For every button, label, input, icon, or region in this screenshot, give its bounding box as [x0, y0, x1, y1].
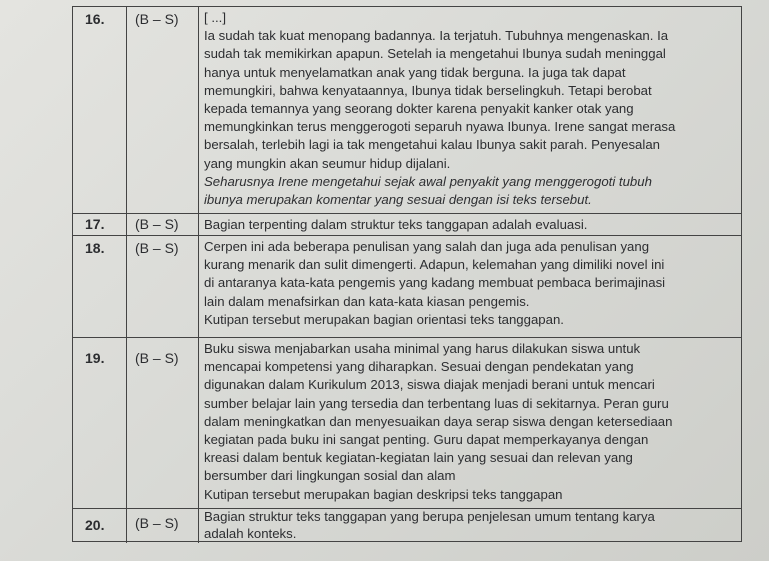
statement-line: memungkiri, bahwa kenyataannya, Ibunya tidak berselingkuh. Tetapi berobat — [204, 82, 652, 98]
table-row — [73, 7, 741, 214]
statement-line: memungkinkan terus menggerogoti separuh nyawa Ibunya. Irene sangat merasa — [204, 119, 676, 135]
statement-line: lain dalam menafsirkan dan kata-kata kiasan pengemis. — [204, 293, 530, 309]
table-row — [73, 236, 741, 338]
statement-line: [ ...] — [204, 10, 226, 25]
statement-line: Kutipan tersebut merupakan bagian deskripsi teks tanggapan — [204, 486, 563, 502]
answer-table — [72, 6, 742, 542]
statement-line: sudah tak memikirkan apapun. Setelah ia mengetahui Ibunya sudah meninggal — [204, 46, 666, 62]
number-cell — [73, 509, 127, 543]
statement-line: Cerpen ini ada beberapa penulisan yang salah dan juga ada penulisan yang — [204, 239, 650, 254]
statement-cell — [199, 7, 741, 213]
statement-line: kegiatan pada buku ini sangat penting. Guru dapat memperkayanya dengan — [204, 432, 649, 448]
statement-line: bersumber dari lingkungan sosial dan alam — [204, 468, 456, 484]
statement-line: kurang menarik dan sulit dimengerti. Adapun, kelemahan yang dimiliki novel ini — [204, 257, 665, 273]
statement-line: kreasi dalam bentuk kegiatan-kegiatan lain yang sesuai dan relevan yang — [204, 450, 633, 466]
question-number: 20. — [85, 517, 105, 533]
answer-key: (B – S) — [135, 11, 179, 27]
number-cell — [73, 7, 127, 213]
statement-italic-line: ibunya merupakan komentar yang sesuai dengan isi teks tersebut. — [204, 192, 592, 208]
number-cell — [73, 214, 127, 235]
statement-line: mencapai kompetensi yang diharapkan. Sesuai dengan pendekatan yang — [204, 359, 634, 375]
answer-key-cell — [127, 214, 199, 235]
answer-key: (B – S) — [135, 515, 179, 531]
statement-line: digunakan dalam Kurikulum 2013, siswa diajak menjadi berani untuk mencari — [204, 377, 655, 393]
answer-key-cell — [127, 509, 199, 543]
statement-line: sumber belajar lain yang tersedia dan terbentang luas di sekitarnya. Peran guru — [204, 395, 669, 411]
statement-line: di antaranya kata-kata pengemis yang kadang membuat pembaca berimajinasi — [204, 275, 666, 291]
statement-cell — [199, 236, 741, 337]
statement-cell — [199, 509, 741, 543]
statement-line: Kutipan tersebut merupakan bagian orientasi teks tanggapan. — [204, 311, 564, 327]
statement-line: dalam meningkatkan dan menyesuaikan daya serap siswa dengan ketersediaan — [204, 413, 673, 429]
answer-key-cell — [127, 338, 199, 508]
table-row — [73, 509, 741, 543]
statement-line: Ia sudah tak kuat menopang badannya. Ia terjatuh. Tubuhnya mengenaskan. Ia — [204, 28, 669, 44]
number-cell — [73, 338, 127, 508]
statement-line: adalah konteks. — [204, 525, 297, 541]
table-row — [73, 338, 741, 509]
statement-line: bersalah, terlebih lagi ia tak mengetahui kalau Ibunya sakit parah. Penyesalan — [204, 137, 660, 153]
answer-key-cell — [127, 236, 199, 337]
answer-key: (B – S) — [135, 216, 179, 232]
statement-line: kepada temannya yang seorang dokter karena penyakit kanker otak yang — [204, 101, 634, 117]
answer-key-cell — [127, 7, 199, 213]
answer-key: (B – S) — [135, 240, 179, 256]
statement-italic-line: Seharusnya Irene mengetahui sejak awal penyakit yang menggerogoti tubuh — [204, 173, 652, 189]
question-number: 17. — [85, 216, 105, 232]
answer-key: (B – S) — [135, 350, 179, 366]
statement-line: Bagian terpenting dalam struktur teks tanggapan adalah evaluasi. — [204, 217, 588, 232]
statement-line: hanya untuk menyelamatkan anak yang tidak berguna. Ia juga tak dapat — [204, 64, 626, 80]
statement-line: Bagian struktur teks tanggapan yang berupa penjelesan umum tentang karya — [204, 509, 655, 524]
statement-line: Buku siswa menjabarkan usaha minimal yang harus dilakukan siswa untuk — [204, 341, 641, 356]
question-number: 16. — [85, 11, 105, 27]
statement-cell — [199, 338, 741, 508]
statement-line: yang mungkin akan seumur hidup dijalani. — [204, 155, 451, 171]
question-number: 18. — [85, 240, 105, 256]
question-number: 19. — [85, 350, 105, 366]
number-cell — [73, 236, 127, 337]
statement-cell — [199, 214, 741, 235]
table-row — [73, 214, 741, 236]
